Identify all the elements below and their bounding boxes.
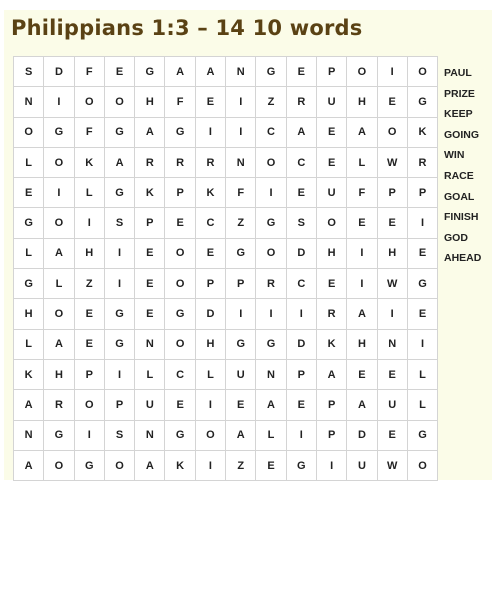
grid-cell[interactable]: I xyxy=(44,178,74,208)
grid-cell[interactable]: O xyxy=(44,450,74,480)
word-list-item: PRIZE xyxy=(444,87,475,100)
grid-row xyxy=(14,420,438,450)
grid-row xyxy=(14,117,438,147)
grid-cell[interactable]: H xyxy=(44,359,74,389)
grid-cell[interactable]: I xyxy=(226,87,256,117)
grid-cell[interactable]: S xyxy=(286,208,316,238)
grid-cell[interactable]: A xyxy=(135,450,165,480)
grid-row xyxy=(14,147,438,177)
grid-cell[interactable]: L xyxy=(135,359,165,389)
grid-cell[interactable]: D xyxy=(44,57,74,87)
grid-row xyxy=(14,450,438,480)
grid-cell[interactable]: F xyxy=(347,178,377,208)
grid-cell[interactable]: H xyxy=(14,299,44,329)
grid-cell[interactable]: H xyxy=(347,87,377,117)
grid-cell[interactable]: P xyxy=(316,420,346,450)
grid-cell[interactable]: E xyxy=(195,87,225,117)
grid-cell[interactable]: P xyxy=(316,390,346,420)
grid-cell[interactable]: P xyxy=(377,178,407,208)
grid-cell[interactable]: N xyxy=(14,87,44,117)
grid-cell[interactable]: G xyxy=(104,329,134,359)
grid-cell[interactable]: I xyxy=(286,299,316,329)
grid-cell[interactable]: P xyxy=(316,57,346,87)
word-list-item: GOING xyxy=(444,128,480,141)
grid-cell[interactable]: U xyxy=(377,390,407,420)
grid-cell[interactable]: E xyxy=(256,450,286,480)
grid-cell[interactable]: E xyxy=(286,178,316,208)
grid-cell[interactable]: O xyxy=(316,208,346,238)
grid-cell[interactable]: I xyxy=(44,87,74,117)
grid-cell[interactable]: I xyxy=(256,178,286,208)
grid-cell[interactable]: G xyxy=(256,208,286,238)
grid-cell[interactable]: P xyxy=(286,359,316,389)
grid-cell[interactable]: I xyxy=(104,238,134,268)
grid-cell[interactable]: A xyxy=(44,329,74,359)
grid-cell[interactable]: F xyxy=(74,57,104,87)
grid-cell[interactable]: P xyxy=(195,269,225,299)
grid-cell[interactable]: N xyxy=(135,329,165,359)
grid-cell[interactable]: E xyxy=(135,299,165,329)
grid-cell[interactable]: E xyxy=(316,269,346,299)
grid-cell[interactable]: F xyxy=(165,87,195,117)
grid-cell[interactable]: O xyxy=(165,329,195,359)
grid-cell[interactable]: G xyxy=(14,208,44,238)
grid-cell[interactable]: Z xyxy=(226,208,256,238)
grid-cell[interactable]: P xyxy=(135,208,165,238)
grid-cell[interactable]: A xyxy=(135,117,165,147)
grid-cell[interactable]: U xyxy=(316,178,346,208)
grid-cell[interactable]: E xyxy=(377,359,407,389)
grid-cell[interactable]: C xyxy=(165,359,195,389)
grid-cell[interactable]: E xyxy=(316,147,346,177)
grid-cell[interactable]: K xyxy=(14,359,44,389)
grid-cell[interactable]: I xyxy=(195,450,225,480)
grid-cell[interactable]: A xyxy=(347,390,377,420)
grid-cell[interactable]: E xyxy=(74,329,104,359)
grid-row xyxy=(14,359,438,389)
grid-cell[interactable]: N xyxy=(226,57,256,87)
grid-cell[interactable]: G xyxy=(104,299,134,329)
grid-cell[interactable]: H xyxy=(316,238,346,268)
grid-cell[interactable]: I xyxy=(347,238,377,268)
puzzle-title: Philippians 1:3 – 14 10 words xyxy=(11,16,363,40)
grid-cell[interactable]: I xyxy=(195,390,225,420)
grid-cell[interactable]: C xyxy=(256,117,286,147)
grid-cell[interactable]: U xyxy=(347,450,377,480)
grid-cell[interactable]: G xyxy=(226,238,256,268)
grid-cell[interactable]: G xyxy=(256,57,286,87)
grid-cell[interactable]: G xyxy=(14,269,44,299)
grid-cell[interactable]: D xyxy=(195,299,225,329)
grid-cell[interactable]: O xyxy=(104,450,134,480)
grid-cell[interactable]: O xyxy=(256,147,286,177)
grid-cell[interactable]: I xyxy=(407,208,437,238)
word-list xyxy=(444,63,481,269)
grid-cell[interactable]: L xyxy=(407,390,437,420)
grid-cell[interactable]: L xyxy=(14,329,44,359)
grid-cell[interactable]: E xyxy=(14,178,44,208)
grid-cell[interactable]: A xyxy=(286,117,316,147)
grid-cell[interactable]: L xyxy=(74,178,104,208)
grid-cell[interactable]: O xyxy=(74,390,104,420)
grid-cell[interactable]: F xyxy=(226,178,256,208)
grid-cell[interactable]: S xyxy=(14,57,44,87)
word-list-item: FINISH xyxy=(444,211,479,224)
grid-cell[interactable]: G xyxy=(104,178,134,208)
grid-cell[interactable]: A xyxy=(14,450,44,480)
grid-cell[interactable]: E xyxy=(226,390,256,420)
grid-cell[interactable]: E xyxy=(195,238,225,268)
grid-cell[interactable]: O xyxy=(347,57,377,87)
grid-cell[interactable]: W xyxy=(377,147,407,177)
grid-cell[interactable]: L xyxy=(256,420,286,450)
grid-cell[interactable]: G xyxy=(104,117,134,147)
grid-cell[interactable]: E xyxy=(135,269,165,299)
grid-row xyxy=(14,208,438,238)
grid-cell[interactable]: I xyxy=(104,359,134,389)
grid-row xyxy=(14,57,438,87)
grid-row xyxy=(14,87,438,117)
grid-cell[interactable]: K xyxy=(135,178,165,208)
grid-cell[interactable]: O xyxy=(104,87,134,117)
grid-cell[interactable]: W xyxy=(377,269,407,299)
grid-cell[interactable]: I xyxy=(195,117,225,147)
grid-cell[interactable]: C xyxy=(286,147,316,177)
grid-cell[interactable]: I xyxy=(377,57,407,87)
grid-cell[interactable]: P xyxy=(407,178,437,208)
grid-cell[interactable]: D xyxy=(286,329,316,359)
grid-cell[interactable]: O xyxy=(256,238,286,268)
grid-cell[interactable]: L xyxy=(44,269,74,299)
grid-cell[interactable]: O xyxy=(74,87,104,117)
grid-cell[interactable]: R xyxy=(135,147,165,177)
grid-cell[interactable]: R xyxy=(286,87,316,117)
letter-grid xyxy=(13,56,438,481)
grid-cell[interactable]: E xyxy=(347,208,377,238)
grid-cell[interactable]: G xyxy=(44,117,74,147)
grid-cell[interactable]: K xyxy=(316,329,346,359)
grid-cell[interactable]: A xyxy=(14,390,44,420)
grid-cell[interactable]: L xyxy=(195,359,225,389)
grid-cell[interactable]: I xyxy=(104,269,134,299)
grid-cell[interactable]: H xyxy=(347,329,377,359)
grid-cell[interactable]: Z xyxy=(256,87,286,117)
grid-cell[interactable]: Z xyxy=(74,269,104,299)
grid-cell[interactable]: G xyxy=(226,329,256,359)
grid-cell[interactable]: K xyxy=(407,117,437,147)
grid-cell[interactable]: G xyxy=(256,329,286,359)
grid-cell[interactable]: O xyxy=(407,450,437,480)
grid-cell[interactable]: O xyxy=(44,299,74,329)
grid-cell[interactable]: G xyxy=(286,450,316,480)
grid-cell[interactable]: E xyxy=(347,359,377,389)
grid-cell[interactable]: I xyxy=(347,269,377,299)
grid-cell[interactable]: Z xyxy=(226,450,256,480)
grid-cell[interactable]: I xyxy=(74,208,104,238)
grid-cell[interactable]: L xyxy=(14,238,44,268)
grid-cell[interactable]: O xyxy=(44,147,74,177)
grid-cell[interactable]: N xyxy=(256,359,286,389)
word-list-item: GOD xyxy=(444,231,468,244)
grid-cell[interactable]: O xyxy=(44,208,74,238)
grid-cell[interactable]: U xyxy=(316,87,346,117)
grid-cell[interactable]: R xyxy=(44,390,74,420)
grid-cell[interactable]: P xyxy=(165,178,195,208)
grid-cell[interactable]: I xyxy=(226,299,256,329)
word-list-item: GOAL xyxy=(444,190,475,203)
grid-cell[interactable]: G xyxy=(407,269,437,299)
grid-cell[interactable]: L xyxy=(14,147,44,177)
grid-cell[interactable]: H xyxy=(377,238,407,268)
grid-row xyxy=(14,390,438,420)
grid-cell[interactable]: I xyxy=(256,299,286,329)
grid-cell[interactable]: G xyxy=(74,450,104,480)
grid-cell[interactable]: G xyxy=(135,57,165,87)
grid-cell[interactable]: L xyxy=(407,359,437,389)
grid-row xyxy=(14,238,438,268)
grid-cell[interactable]: A xyxy=(44,238,74,268)
grid-cell[interactable]: H xyxy=(195,329,225,359)
grid-cell[interactable]: C xyxy=(195,208,225,238)
grid-cell[interactable]: N xyxy=(226,147,256,177)
grid-cell[interactable]: O xyxy=(407,57,437,87)
grid-cell[interactable]: U xyxy=(135,390,165,420)
grid-cell[interactable]: I xyxy=(226,117,256,147)
grid-cell[interactable]: E xyxy=(377,87,407,117)
grid-cell[interactable]: I xyxy=(407,329,437,359)
grid-cell[interactable]: W xyxy=(377,450,407,480)
grid-cell[interactable]: O xyxy=(377,117,407,147)
grid-row xyxy=(14,178,438,208)
grid-cell[interactable]: I xyxy=(74,420,104,450)
grid-row xyxy=(14,329,438,359)
grid-cell[interactable]: O xyxy=(14,117,44,147)
word-list-item: AHEAD xyxy=(444,252,482,265)
grid-cell[interactable]: E xyxy=(165,208,195,238)
grid-cell[interactable]: A xyxy=(316,359,346,389)
grid-cell[interactable]: N xyxy=(14,420,44,450)
grid-cell[interactable]: H xyxy=(135,87,165,117)
grid-cell[interactable]: P xyxy=(226,269,256,299)
grid-cell[interactable]: G xyxy=(165,299,195,329)
grid-cell[interactable]: E xyxy=(135,238,165,268)
grid-cell[interactable]: L xyxy=(347,147,377,177)
grid-cell[interactable]: G xyxy=(44,420,74,450)
word-list-item: PAUL xyxy=(444,67,472,79)
grid-cell[interactable]: I xyxy=(377,299,407,329)
grid-cell[interactable]: P xyxy=(104,390,134,420)
grid-cell[interactable]: N xyxy=(377,329,407,359)
grid-cell[interactable]: R xyxy=(316,299,346,329)
grid-cell[interactable]: G xyxy=(407,420,437,450)
grid-cell[interactable]: H xyxy=(74,238,104,268)
grid-cell[interactable]: A xyxy=(195,57,225,87)
grid-cell[interactable]: E xyxy=(407,238,437,268)
grid-cell[interactable]: E xyxy=(377,420,407,450)
grid-cell[interactable]: G xyxy=(407,87,437,117)
word-list-item: RACE xyxy=(444,169,474,182)
grid-row xyxy=(14,269,438,299)
grid-row xyxy=(14,299,438,329)
grid-cell[interactable]: A xyxy=(347,299,377,329)
grid-cell[interactable]: O xyxy=(165,238,195,268)
grid-cell[interactable]: A xyxy=(104,147,134,177)
grid-cell[interactable]: O xyxy=(165,269,195,299)
grid-cell[interactable]: P xyxy=(74,359,104,389)
grid-cell[interactable]: E xyxy=(74,299,104,329)
word-list-item: KEEP xyxy=(444,108,473,121)
grid-cell[interactable]: C xyxy=(286,269,316,299)
grid-cell[interactable]: E xyxy=(286,57,316,87)
grid-cell[interactable]: D xyxy=(347,420,377,450)
grid-cell[interactable]: R xyxy=(165,147,195,177)
grid-cell[interactable]: K xyxy=(74,147,104,177)
grid-cell[interactable]: E xyxy=(165,390,195,420)
word-list-item: WIN xyxy=(444,149,465,162)
grid-cell[interactable]: I xyxy=(286,420,316,450)
grid-cell[interactable]: A xyxy=(256,390,286,420)
grid-cell[interactable]: I xyxy=(316,450,346,480)
grid-cell[interactable]: R xyxy=(256,269,286,299)
puzzle-sheet xyxy=(4,10,492,480)
grid-cell[interactable]: O xyxy=(195,420,225,450)
grid-cell[interactable]: U xyxy=(226,359,256,389)
grid-cell[interactable]: D xyxy=(286,238,316,268)
grid-cell[interactable]: A xyxy=(165,57,195,87)
grid-cell[interactable]: A xyxy=(226,420,256,450)
grid-cell[interactable]: K xyxy=(165,450,195,480)
grid-cell[interactable]: K xyxy=(195,178,225,208)
grid-cell[interactable]: E xyxy=(286,390,316,420)
grid-cell[interactable]: G xyxy=(165,117,195,147)
grid-cell[interactable]: R xyxy=(407,147,437,177)
grid-cell[interactable]: A xyxy=(347,117,377,147)
grid-cell[interactable]: G xyxy=(165,420,195,450)
grid-cell[interactable]: F xyxy=(74,117,104,147)
grid-cell[interactable]: S xyxy=(104,208,134,238)
grid-cell[interactable]: N xyxy=(135,420,165,450)
grid-cell[interactable]: E xyxy=(104,57,134,87)
grid-cell[interactable]: R xyxy=(195,147,225,177)
grid-cell[interactable]: E xyxy=(377,208,407,238)
grid-cell[interactable]: E xyxy=(316,117,346,147)
grid-cell[interactable]: S xyxy=(104,420,134,450)
grid-cell[interactable]: E xyxy=(407,299,437,329)
